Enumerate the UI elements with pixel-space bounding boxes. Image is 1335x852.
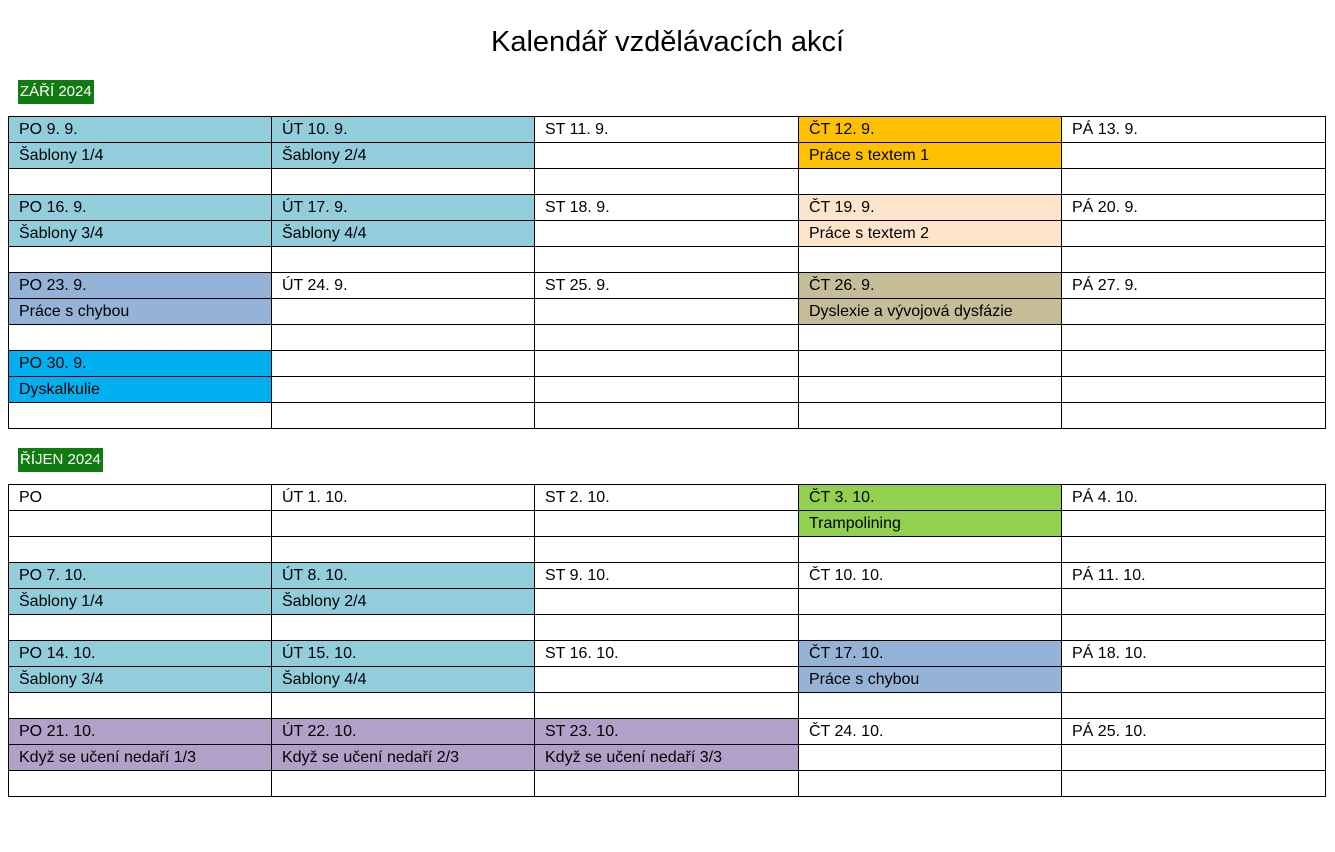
day-spacer-cell xyxy=(9,325,272,351)
day-event-cell xyxy=(1062,299,1326,325)
day-date-cell: PO 7. 10. xyxy=(9,563,272,589)
page-title: Kalendář vzdělávacích akcí xyxy=(490,26,845,58)
day-spacer-cell xyxy=(272,403,535,429)
day-event-cell: Dyslexie a vývojová dysfázie xyxy=(799,299,1062,325)
day-date-cell: PÁ 27. 9. xyxy=(1062,273,1326,299)
week-spacer-row xyxy=(9,247,1326,273)
day-event-cell xyxy=(1062,511,1326,537)
day-spacer-cell xyxy=(272,615,535,641)
week-date-row xyxy=(9,641,1326,667)
week-event-row xyxy=(9,299,1326,325)
day-event-cell: Práce s textem 2 xyxy=(799,221,1062,247)
week-date-row xyxy=(9,351,1326,377)
day-event-cell: Šablony 3/4 xyxy=(9,667,272,693)
day-event-cell: Práce s textem 1 xyxy=(799,143,1062,169)
week-event-row xyxy=(9,377,1326,403)
day-event-cell xyxy=(1062,221,1326,247)
day-spacer-cell xyxy=(535,771,799,797)
day-date-cell: ÚT 22. 10. xyxy=(272,719,535,745)
day-event-cell xyxy=(272,511,535,537)
day-date-cell: ČT 19. 9. xyxy=(799,195,1062,221)
day-date-cell: ÚT 15. 10. xyxy=(272,641,535,667)
day-spacer-cell xyxy=(9,771,272,797)
day-spacer-cell xyxy=(272,325,535,351)
day-event-cell xyxy=(1062,745,1326,771)
calendar-table-october xyxy=(8,484,1326,797)
day-spacer-cell xyxy=(9,247,272,273)
day-date-cell: ST 23. 10. xyxy=(535,719,799,745)
day-spacer-cell xyxy=(272,169,535,195)
day-spacer-cell xyxy=(799,771,1062,797)
day-date-cell: ČT 3. 10. xyxy=(799,485,1062,511)
day-date-cell: ÚT 24. 9. xyxy=(272,273,535,299)
day-spacer-cell xyxy=(1062,169,1326,195)
day-event-cell xyxy=(535,143,799,169)
day-date-cell: ST 11. 9. xyxy=(535,117,799,143)
day-date-cell: ČT 10. 10. xyxy=(799,563,1062,589)
day-date-cell: ČT 12. 9. xyxy=(799,117,1062,143)
day-spacer-cell xyxy=(535,537,799,563)
day-spacer-cell xyxy=(799,537,1062,563)
day-spacer-cell xyxy=(9,169,272,195)
day-date-cell: ST 16. 10. xyxy=(535,641,799,667)
day-event-cell: Trampolining xyxy=(799,511,1062,537)
day-date-cell: ST 25. 9. xyxy=(535,273,799,299)
day-spacer-cell xyxy=(272,693,535,719)
day-event-cell: Šablony 2/4 xyxy=(272,143,535,169)
day-date-cell: ÚT 10. 9. xyxy=(272,117,535,143)
week-date-row xyxy=(9,485,1326,511)
day-event-cell xyxy=(535,667,799,693)
day-event-cell xyxy=(535,377,799,403)
day-date-cell: PÁ 13. 9. xyxy=(1062,117,1326,143)
day-date-cell: PO xyxy=(9,485,272,511)
day-spacer-cell xyxy=(272,537,535,563)
day-event-cell xyxy=(535,299,799,325)
day-spacer-cell xyxy=(1062,537,1326,563)
day-date-cell: PO 21. 10. xyxy=(9,719,272,745)
day-event-cell xyxy=(799,377,1062,403)
day-event-cell xyxy=(1062,589,1326,615)
day-date-cell: PÁ 20. 9. xyxy=(1062,195,1326,221)
day-date-cell: ČT 24. 10. xyxy=(799,719,1062,745)
day-event-cell: Když se učení nedaří 2/3 xyxy=(272,745,535,771)
day-spacer-cell xyxy=(799,403,1062,429)
day-spacer-cell xyxy=(535,403,799,429)
day-date-cell: PÁ 4. 10. xyxy=(1062,485,1326,511)
day-event-cell xyxy=(1062,377,1326,403)
month-label-october: ŘÍJEN 2024 xyxy=(18,448,103,472)
day-date-cell: ÚT 8. 10. xyxy=(272,563,535,589)
day-date-cell: ČT 26. 9. xyxy=(799,273,1062,299)
day-spacer-cell xyxy=(535,325,799,351)
day-date-cell: ST 18. 9. xyxy=(535,195,799,221)
day-spacer-cell xyxy=(9,537,272,563)
day-event-cell: Dyskalkulie xyxy=(9,377,272,403)
week-date-row xyxy=(9,563,1326,589)
day-date-cell: ÚT 1. 10. xyxy=(272,485,535,511)
month-label-september: ZÁŘÍ 2024 xyxy=(18,80,94,104)
day-spacer-cell xyxy=(1062,693,1326,719)
day-spacer-cell xyxy=(799,247,1062,273)
day-event-cell xyxy=(1062,667,1326,693)
day-spacer-cell xyxy=(272,247,535,273)
day-spacer-cell xyxy=(1062,247,1326,273)
day-spacer-cell xyxy=(9,615,272,641)
week-event-row xyxy=(9,511,1326,537)
day-event-cell xyxy=(9,511,272,537)
day-spacer-cell xyxy=(1062,615,1326,641)
week-event-row xyxy=(9,745,1326,771)
day-spacer-cell xyxy=(799,615,1062,641)
week-date-row xyxy=(9,719,1326,745)
week-spacer-row xyxy=(9,615,1326,641)
week-spacer-row xyxy=(9,325,1326,351)
day-date-cell: ČT 17. 10. xyxy=(799,641,1062,667)
day-spacer-cell xyxy=(535,693,799,719)
day-date-cell xyxy=(272,351,535,377)
day-event-cell xyxy=(535,511,799,537)
day-spacer-cell xyxy=(799,169,1062,195)
week-date-row xyxy=(9,117,1326,143)
day-spacer-cell xyxy=(1062,403,1326,429)
day-date-cell xyxy=(1062,351,1326,377)
day-event-cell xyxy=(535,221,799,247)
week-date-row xyxy=(9,195,1326,221)
day-date-cell: ST 9. 10. xyxy=(535,563,799,589)
week-date-row xyxy=(9,273,1326,299)
day-spacer-cell xyxy=(1062,325,1326,351)
day-event-cell xyxy=(1062,143,1326,169)
day-event-cell: Šablony 4/4 xyxy=(272,667,535,693)
day-event-cell: Šablony 3/4 xyxy=(9,221,272,247)
day-spacer-cell xyxy=(535,169,799,195)
week-spacer-row xyxy=(9,169,1326,195)
day-date-cell: PO 16. 9. xyxy=(9,195,272,221)
week-event-row xyxy=(9,667,1326,693)
day-date-cell: PÁ 25. 10. xyxy=(1062,719,1326,745)
day-spacer-cell xyxy=(1062,771,1326,797)
week-spacer-row xyxy=(9,537,1326,563)
day-event-cell xyxy=(272,299,535,325)
day-date-cell: ST 2. 10. xyxy=(535,485,799,511)
day-date-cell: PO 9. 9. xyxy=(9,117,272,143)
day-event-cell xyxy=(535,589,799,615)
day-event-cell: Práce s chybou xyxy=(799,667,1062,693)
day-event-cell xyxy=(799,589,1062,615)
day-spacer-cell xyxy=(535,615,799,641)
day-spacer-cell xyxy=(799,325,1062,351)
day-date-cell: ÚT 17. 9. xyxy=(272,195,535,221)
week-event-row xyxy=(9,589,1326,615)
week-spacer-row xyxy=(9,693,1326,719)
day-event-cell: Šablony 1/4 xyxy=(9,589,272,615)
day-spacer-cell xyxy=(535,247,799,273)
day-date-cell: PO 30. 9. xyxy=(9,351,272,377)
day-event-cell: Šablony 4/4 xyxy=(272,221,535,247)
day-event-cell xyxy=(272,377,535,403)
day-spacer-cell xyxy=(272,771,535,797)
day-event-cell xyxy=(799,745,1062,771)
day-date-cell: PO 14. 10. xyxy=(9,641,272,667)
day-spacer-cell xyxy=(9,403,272,429)
day-date-cell: PÁ 11. 10. xyxy=(1062,563,1326,589)
week-event-row xyxy=(9,143,1326,169)
day-spacer-cell xyxy=(799,693,1062,719)
calendar-table-september xyxy=(8,116,1326,429)
week-event-row xyxy=(9,221,1326,247)
day-event-cell: Šablony 1/4 xyxy=(9,143,272,169)
day-date-cell: PÁ 18. 10. xyxy=(1062,641,1326,667)
day-spacer-cell xyxy=(9,693,272,719)
week-spacer-row xyxy=(9,771,1326,797)
day-date-cell xyxy=(799,351,1062,377)
day-event-cell: Když se učení nedaří 3/3 xyxy=(535,745,799,771)
week-spacer-row xyxy=(9,403,1326,429)
day-date-cell xyxy=(535,351,799,377)
day-date-cell: PO 23. 9. xyxy=(9,273,272,299)
day-event-cell: Když se učení nedaří 1/3 xyxy=(9,745,272,771)
day-event-cell: Šablony 2/4 xyxy=(272,589,535,615)
day-event-cell: Práce s chybou xyxy=(9,299,272,325)
